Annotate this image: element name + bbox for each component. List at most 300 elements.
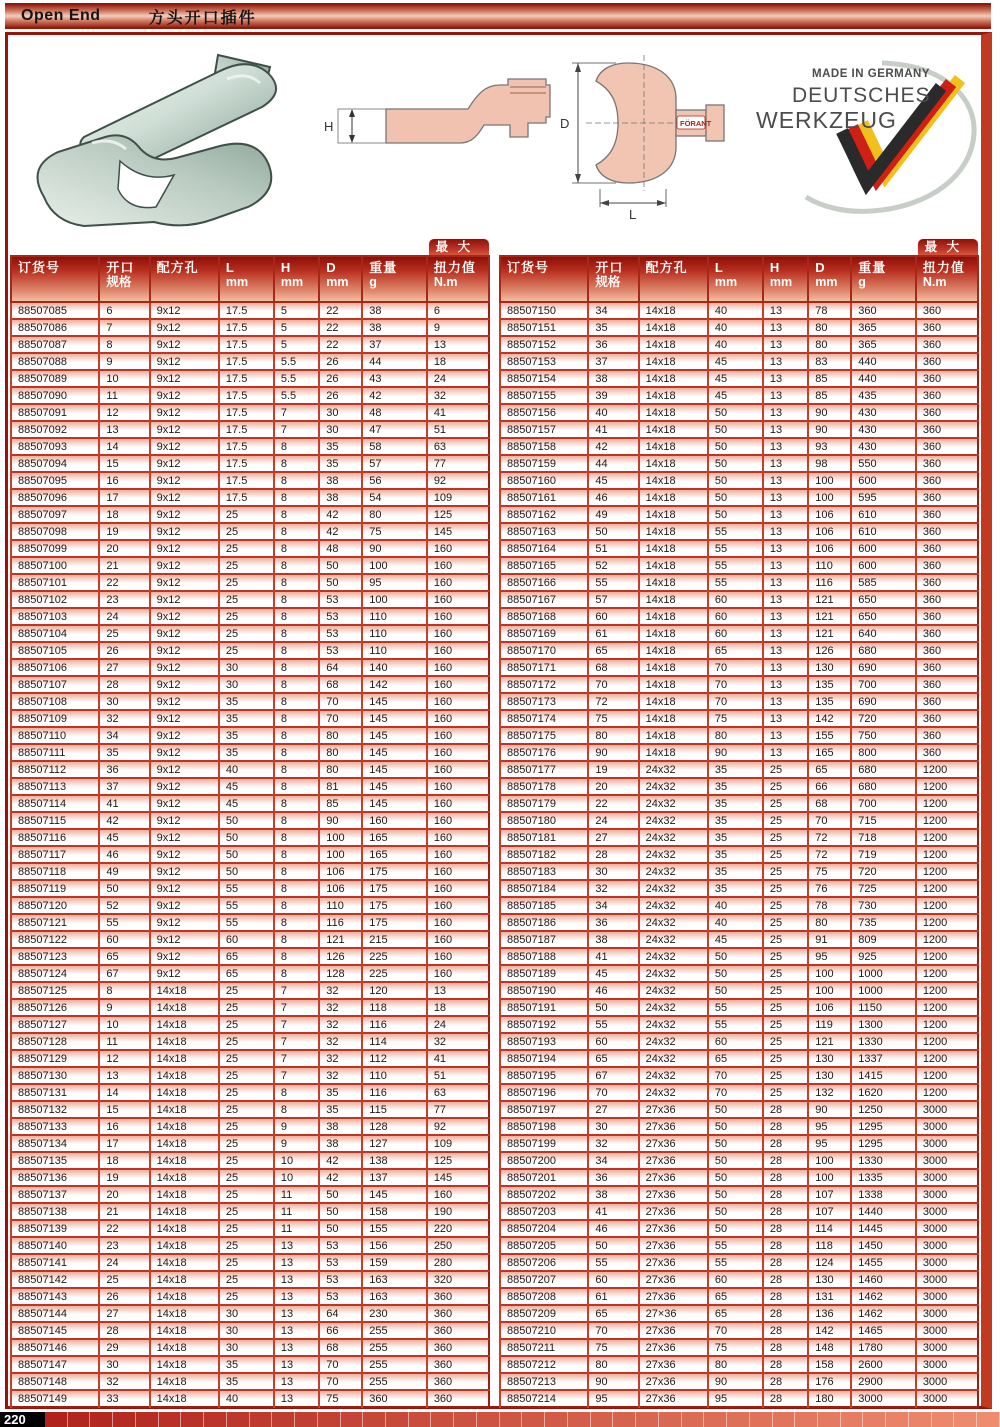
table-row [11, 574, 489, 591]
cell: 33 [99, 1390, 149, 1407]
cell: 13 [763, 659, 808, 676]
cell: 360 [916, 608, 978, 625]
cell: 88507197 [500, 1101, 588, 1118]
cell: 8 [274, 795, 319, 812]
cell: 32 [319, 1016, 362, 1033]
column-header: 配方孔 [639, 256, 708, 302]
cell: 60 [708, 625, 763, 642]
cell: 9x12 [150, 710, 219, 727]
cell: 110 [362, 642, 427, 659]
cell: 360 [916, 387, 978, 404]
cell: 32 [427, 1033, 489, 1050]
cell: 106 [808, 540, 851, 557]
cell: 14x18 [639, 523, 708, 540]
cell: 25 [219, 1050, 274, 1067]
cell: 26 [99, 1288, 149, 1305]
cell: 50 [319, 557, 362, 574]
cell: 35 [708, 761, 763, 778]
cell: 90 [808, 404, 851, 421]
cell: 88507130 [11, 1067, 99, 1084]
cell: 25 [763, 1067, 808, 1084]
cell: 20 [588, 778, 638, 795]
cell: 9x12 [150, 642, 219, 659]
cell: 800 [851, 744, 916, 761]
table-row [11, 778, 489, 795]
cell: 55 [99, 914, 149, 931]
column-header: 订货号 [11, 256, 99, 302]
cell: 88507092 [11, 421, 99, 438]
cell: 88507110 [11, 727, 99, 744]
cell: 90 [708, 1373, 763, 1390]
table-row [500, 948, 978, 965]
table-row [500, 404, 978, 421]
cell: 8 [274, 540, 319, 557]
front-view-diagram [556, 51, 734, 228]
cell: 32 [319, 999, 362, 1016]
cell: 77 [427, 1101, 489, 1118]
cell: 9x12 [150, 625, 219, 642]
cell: 30 [319, 421, 362, 438]
cell: 160 [427, 812, 489, 829]
cell: 14x18 [150, 1186, 219, 1203]
cell: 88507113 [11, 778, 99, 795]
cell: 70 [319, 1373, 362, 1390]
dim-label-l: L [629, 207, 637, 222]
cell: 9x12 [150, 472, 219, 489]
cell: 163 [362, 1288, 427, 1305]
table-row [11, 744, 489, 761]
cell: 360 [916, 523, 978, 540]
cell: 1620 [851, 1084, 916, 1101]
cell: 88507186 [500, 914, 588, 931]
dim-label-d: D [560, 116, 570, 131]
cell: 14x18 [639, 438, 708, 455]
cell: 88507128 [11, 1033, 99, 1050]
strip-segment [909, 1412, 932, 1427]
table-row [500, 982, 978, 999]
cell: 95 [588, 1390, 638, 1407]
cell: 35 [319, 455, 362, 472]
strip-segment [477, 1412, 500, 1427]
cell: 15 [99, 455, 149, 472]
cell: 70 [319, 693, 362, 710]
cell: 360 [916, 676, 978, 693]
cell: 48 [319, 540, 362, 557]
table-row [11, 1203, 489, 1220]
cell: 88507154 [500, 370, 588, 387]
cell: 25 [763, 1033, 808, 1050]
table-row [11, 1237, 489, 1254]
cell: 720 [851, 863, 916, 880]
cell: 45 [708, 931, 763, 948]
cell: 106 [319, 880, 362, 897]
cell: 1462 [851, 1305, 916, 1322]
cell: 88507184 [500, 880, 588, 897]
cell: 1000 [851, 965, 916, 982]
cell: 85 [808, 387, 851, 404]
cell: 116 [362, 1084, 427, 1101]
cell: 24x32 [639, 778, 708, 795]
cell: 88507185 [500, 897, 588, 914]
cell: 21 [99, 557, 149, 574]
cell: 80 [808, 336, 851, 353]
cell: 14x18 [639, 693, 708, 710]
cell: 118 [362, 999, 427, 1016]
cell: 88507133 [11, 1118, 99, 1135]
cell: 68 [319, 676, 362, 693]
cell: 13 [763, 506, 808, 523]
cell: 32 [319, 1067, 362, 1084]
cell: 155 [362, 1220, 427, 1237]
cell: 30 [219, 1305, 274, 1322]
cell: 14x18 [639, 370, 708, 387]
product-table-left-wrap [10, 240, 490, 1408]
cell: 55 [708, 1254, 763, 1271]
cell: 360 [916, 642, 978, 659]
cell: 116 [808, 574, 851, 591]
table-row [11, 676, 489, 693]
cell: 13 [274, 1339, 319, 1356]
cell: 9x12 [150, 931, 219, 948]
cell: 34 [588, 897, 638, 914]
cell: 88507169 [500, 625, 588, 642]
cell: 88507171 [500, 659, 588, 676]
cell: 88507190 [500, 982, 588, 999]
cell: 35 [219, 744, 274, 761]
cell: 9x12 [150, 336, 219, 353]
cell: 88507094 [11, 455, 99, 472]
table-row [11, 1305, 489, 1322]
cell: 27x36 [639, 1169, 708, 1186]
cell: 88507162 [500, 506, 588, 523]
cell: 25 [763, 1050, 808, 1067]
cell: 17.5 [219, 370, 274, 387]
cell: 66 [319, 1322, 362, 1339]
cell: 60 [588, 1271, 638, 1288]
cell: 13 [763, 710, 808, 727]
cell: 25 [763, 778, 808, 795]
table-row [500, 1356, 978, 1373]
cell: 9x12 [150, 489, 219, 506]
cell: 9x12 [150, 795, 219, 812]
cell: 50 [219, 863, 274, 880]
strip-segment [682, 1412, 705, 1427]
cell: 360 [916, 574, 978, 591]
cell: 19 [588, 761, 638, 778]
cell: 50 [708, 472, 763, 489]
cell: 1250 [851, 1101, 916, 1118]
cell: 88507212 [500, 1356, 588, 1373]
cell: 88507087 [11, 336, 99, 353]
cell: 54 [362, 489, 427, 506]
cell: 8 [274, 557, 319, 574]
table-row [500, 370, 978, 387]
cell: 107 [808, 1203, 851, 1220]
table-row [11, 931, 489, 948]
cell: 40 [708, 897, 763, 914]
table-row [500, 574, 978, 591]
cell: 13 [274, 1356, 319, 1373]
cell: 6 [427, 302, 489, 319]
cell: 70 [708, 659, 763, 676]
cell: 650 [851, 591, 916, 608]
cell: 50 [708, 1135, 763, 1152]
cell: 17.5 [219, 421, 274, 438]
table-row [11, 1220, 489, 1237]
footer [0, 1412, 1000, 1427]
table-row [500, 1016, 978, 1033]
cell: 45 [708, 387, 763, 404]
cell: 27x36 [639, 1101, 708, 1118]
cell: 44 [588, 455, 638, 472]
cell: 27×36 [639, 1305, 708, 1322]
table-row [500, 897, 978, 914]
cell: 145 [362, 761, 427, 778]
cell: 30 [219, 1322, 274, 1339]
table-row [11, 642, 489, 659]
table-row [500, 693, 978, 710]
column-header: D mm [808, 256, 851, 302]
cell: 1200 [916, 829, 978, 846]
cell: 35 [219, 1356, 274, 1373]
cell: 88507122 [11, 931, 99, 948]
cell: 1200 [916, 795, 978, 812]
cell: 120 [362, 982, 427, 999]
cell: 1200 [916, 914, 978, 931]
cell: 106 [319, 863, 362, 880]
cell: 70 [588, 1322, 638, 1339]
cell: 88507131 [11, 1084, 99, 1101]
cell: 1445 [851, 1220, 916, 1237]
hero-section [8, 35, 981, 235]
cell: 25 [219, 523, 274, 540]
cell: 360 [916, 506, 978, 523]
cell: 121 [808, 591, 851, 608]
cell: 8 [274, 931, 319, 948]
cell: 24x32 [639, 812, 708, 829]
cell: 13 [427, 336, 489, 353]
cell: 24x32 [639, 999, 708, 1016]
cell: 25 [763, 999, 808, 1016]
cell: 14x18 [639, 574, 708, 591]
cell: 42 [99, 812, 149, 829]
table-row [11, 693, 489, 710]
cell: 9x12 [150, 387, 219, 404]
brand-logo: FÖRANT [680, 119, 712, 128]
cell: 25 [219, 1067, 274, 1084]
cell: 55 [219, 897, 274, 914]
cell: 1455 [851, 1254, 916, 1271]
strip-segment [727, 1412, 750, 1427]
cell: 160 [427, 574, 489, 591]
cell: 28 [763, 1152, 808, 1169]
cell: 40 [708, 336, 763, 353]
cell: 17.5 [219, 438, 274, 455]
cell: 128 [319, 965, 362, 982]
cell: 17 [99, 1135, 149, 1152]
cell: 11 [274, 1203, 319, 1220]
cell: 51 [427, 1067, 489, 1084]
cell: 109 [427, 489, 489, 506]
cell: 2600 [851, 1356, 916, 1373]
cell: 85 [808, 370, 851, 387]
strip-segment [113, 1412, 136, 1427]
strip-segment [886, 1412, 909, 1427]
cell: 3000 [916, 1101, 978, 1118]
cell: 255 [362, 1356, 427, 1373]
cell: 28 [763, 1339, 808, 1356]
strip-segment [409, 1412, 432, 1427]
cell: 9x12 [150, 778, 219, 795]
cell: 35 [708, 812, 763, 829]
cell: 360 [916, 727, 978, 744]
cell: 20 [99, 1186, 149, 1203]
cell: 25 [219, 1033, 274, 1050]
cell: 1295 [851, 1118, 916, 1135]
cell: 215 [362, 931, 427, 948]
cell: 25 [219, 642, 274, 659]
cell: 77 [427, 455, 489, 472]
cell: 25 [219, 540, 274, 557]
cell: 88507119 [11, 880, 99, 897]
cell: 8 [274, 846, 319, 863]
cell: 25 [219, 982, 274, 999]
table-row [500, 965, 978, 982]
cell: 140 [362, 659, 427, 676]
table-row [11, 863, 489, 880]
cell: 138 [362, 1152, 427, 1169]
strip-segment [818, 1412, 841, 1427]
cell: 14x18 [150, 1169, 219, 1186]
cell: 88507115 [11, 812, 99, 829]
cell: 88507132 [11, 1101, 99, 1118]
cell: 46 [588, 489, 638, 506]
cell: 160 [427, 744, 489, 761]
cell: 25 [219, 1254, 274, 1271]
cell: 5 [274, 319, 319, 336]
cell: 1200 [916, 999, 978, 1016]
cell: 53 [319, 1237, 362, 1254]
cell: 11 [99, 387, 149, 404]
table-row [11, 1356, 489, 1373]
cell: 230 [362, 1305, 427, 1322]
cell: 14x18 [150, 982, 219, 999]
cell: 145 [362, 744, 427, 761]
cell: 25 [219, 1101, 274, 1118]
table-row [11, 1254, 489, 1271]
cell: 88507195 [500, 1067, 588, 1084]
cell: 75 [708, 1339, 763, 1356]
cell: 550 [851, 455, 916, 472]
cell: 8 [274, 1101, 319, 1118]
cell: 88507181 [500, 829, 588, 846]
cell: 11 [274, 1186, 319, 1203]
strip-segment [318, 1412, 341, 1427]
strip-segment [45, 1412, 68, 1427]
cell: 25 [763, 914, 808, 931]
cell: 90 [588, 1373, 638, 1390]
cell: 88507196 [500, 1084, 588, 1101]
cell: 110 [362, 625, 427, 642]
cell: 600 [851, 540, 916, 557]
cell: 1330 [851, 1152, 916, 1169]
cell: 40 [588, 404, 638, 421]
cell: 88507117 [11, 846, 99, 863]
cell: 88507145 [11, 1322, 99, 1339]
cell: 88507146 [11, 1339, 99, 1356]
cell: 9x12 [150, 319, 219, 336]
cell: 88507193 [500, 1033, 588, 1050]
cell: 600 [851, 472, 916, 489]
cell: 14x18 [150, 1101, 219, 1118]
cell: 88507165 [500, 557, 588, 574]
table-row [11, 302, 489, 319]
strip-segment [659, 1412, 682, 1427]
cell: 32 [588, 1135, 638, 1152]
table-row [500, 1322, 978, 1339]
cell: 50 [708, 455, 763, 472]
cell: 9x12 [150, 574, 219, 591]
strip-segment [795, 1412, 818, 1427]
cell: 50 [219, 846, 274, 863]
cell: 115 [362, 1101, 427, 1118]
cell: 14x18 [150, 1033, 219, 1050]
cell: 35 [319, 438, 362, 455]
cell: 34 [588, 302, 638, 319]
cell: 1450 [851, 1237, 916, 1254]
cell: 88507135 [11, 1152, 99, 1169]
cell: 8 [274, 1084, 319, 1101]
cell: 17.5 [219, 455, 274, 472]
strip-segment [545, 1412, 568, 1427]
cell: 90 [808, 1101, 851, 1118]
cell: 360 [427, 1339, 489, 1356]
badge-line2: DEUTSCHES [792, 84, 931, 107]
cell: 9x12 [150, 846, 219, 863]
table-row [11, 1084, 489, 1101]
cell: 8 [274, 438, 319, 455]
cell: 80 [362, 506, 427, 523]
cell: 750 [851, 727, 916, 744]
cell: 63 [427, 438, 489, 455]
cell: 88507123 [11, 948, 99, 965]
table-row [500, 1169, 978, 1186]
cell: 175 [362, 880, 427, 897]
cell: 14x18 [639, 744, 708, 761]
cell: 55 [708, 540, 763, 557]
cell: 116 [319, 914, 362, 931]
cell: 13 [763, 642, 808, 659]
max-torque-tab: 最 大 [428, 238, 490, 255]
cell: 57 [588, 591, 638, 608]
cell: 14x18 [639, 727, 708, 744]
table-row [500, 1339, 978, 1356]
table-row [500, 931, 978, 948]
cell: 7 [274, 1050, 319, 1067]
cell: 32 [588, 880, 638, 897]
cell: 70 [708, 1067, 763, 1084]
cell: 130 [808, 1271, 851, 1288]
cell: 1200 [916, 965, 978, 982]
cell: 40 [219, 761, 274, 778]
cell: 100 [319, 829, 362, 846]
table-row [500, 744, 978, 761]
cell: 53 [319, 625, 362, 642]
cell: 1335 [851, 1169, 916, 1186]
table-row [500, 1373, 978, 1390]
cell: 14x18 [150, 1152, 219, 1169]
cell: 610 [851, 523, 916, 540]
